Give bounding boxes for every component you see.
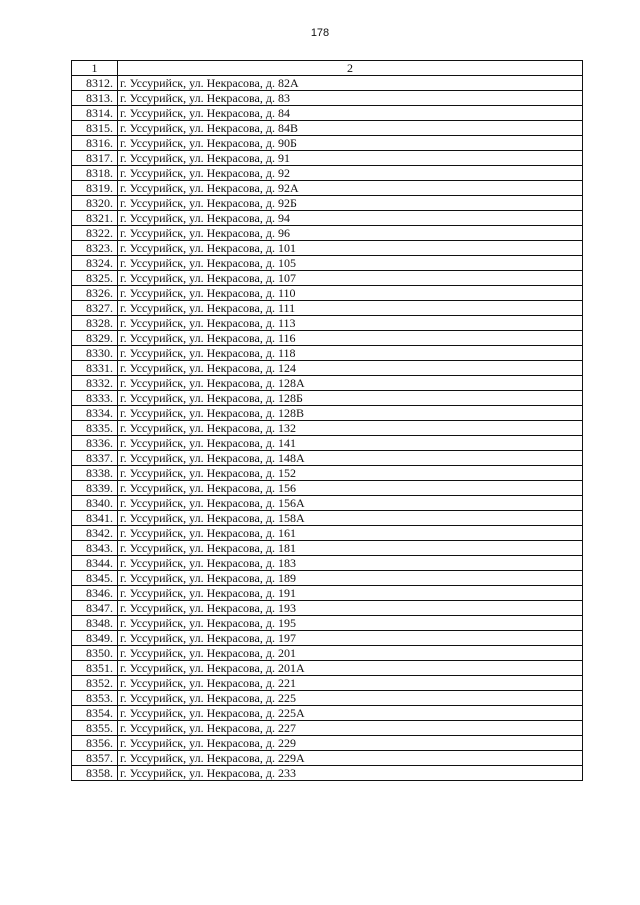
address-cell: г. Уссурийск, ул. Некрасова, д. 101 (118, 241, 583, 256)
row-number-cell: 8348. (72, 616, 118, 631)
table-row (72, 121, 583, 136)
table-row (72, 211, 583, 226)
row-number-cell: 8331. (72, 361, 118, 376)
address-cell: г. Уссурийск, ул. Некрасова, д. 221 (118, 676, 583, 691)
row-number-cell: 8317. (72, 151, 118, 166)
table-row (72, 151, 583, 166)
address-cell: г. Уссурийск, ул. Некрасова, д. 84 (118, 106, 583, 121)
address-cell: г. Уссурийск, ул. Некрасова, д. 91 (118, 151, 583, 166)
address-table (71, 60, 583, 781)
table-row (72, 571, 583, 586)
row-number-cell: 8358. (72, 766, 118, 781)
address-cell: г. Уссурийск, ул. Некрасова, д. 124 (118, 361, 583, 376)
table-row (72, 301, 583, 316)
address-cell: г. Уссурийск, ул. Некрасова, д. 111 (118, 301, 583, 316)
table-row (72, 481, 583, 496)
address-cell: г. Уссурийск, ул. Некрасова, д. 110 (118, 286, 583, 301)
row-number-cell: 8352. (72, 676, 118, 691)
row-number-cell: 8333. (72, 391, 118, 406)
table-row (72, 181, 583, 196)
table-row (72, 736, 583, 751)
row-number-cell: 8350. (72, 646, 118, 661)
table-row (72, 271, 583, 286)
row-number-cell: 8312. (72, 76, 118, 91)
row-number-cell: 8335. (72, 421, 118, 436)
row-number-cell: 8315. (72, 121, 118, 136)
address-cell: г. Уссурийск, ул. Некрасова, д. 183 (118, 556, 583, 571)
row-number-cell: 8342. (72, 526, 118, 541)
table-row (72, 661, 583, 676)
table-row (72, 691, 583, 706)
address-cell: г. Уссурийск, ул. Некрасова, д. 92 (118, 166, 583, 181)
row-number-cell: 8336. (72, 436, 118, 451)
row-number-cell: 8347. (72, 601, 118, 616)
row-number-cell: 8338. (72, 466, 118, 481)
address-cell: г. Уссурийск, ул. Некрасова, д. 128А (118, 376, 583, 391)
row-number-cell: 8345. (72, 571, 118, 586)
table-row (72, 751, 583, 766)
row-number-cell: 8343. (72, 541, 118, 556)
table-row (72, 316, 583, 331)
row-number-cell: 8325. (72, 271, 118, 286)
row-number-cell: 8351. (72, 661, 118, 676)
row-number-cell: 8346. (72, 586, 118, 601)
address-cell: г. Уссурийск, ул. Некрасова, д. 225А (118, 706, 583, 721)
address-cell: г. Уссурийск, ул. Некрасова, д. 156А (118, 496, 583, 511)
table-row (72, 556, 583, 571)
address-cell: г. Уссурийск, ул. Некрасова, д. 132 (118, 421, 583, 436)
table-row (72, 406, 583, 421)
address-cell: г. Уссурийск, ул. Некрасова, д. 141 (118, 436, 583, 451)
address-cell: г. Уссурийск, ул. Некрасова, д. 128В (118, 406, 583, 421)
row-number-cell: 8339. (72, 481, 118, 496)
address-cell: г. Уссурийск, ул. Некрасова, д. 225 (118, 691, 583, 706)
address-cell: г. Уссурийск, ул. Некрасова, д. 158А (118, 511, 583, 526)
row-number-cell: 8328. (72, 316, 118, 331)
row-number-cell: 8326. (72, 286, 118, 301)
table-header-row (72, 61, 583, 76)
table-row (72, 106, 583, 121)
table-row (72, 616, 583, 631)
address-cell: г. Уссурийск, ул. Некрасова, д. 116 (118, 331, 583, 346)
table-row (72, 436, 583, 451)
row-number-cell: 8357. (72, 751, 118, 766)
address-cell: г. Уссурийск, ул. Некрасова, д. 107 (118, 271, 583, 286)
row-number-cell: 8314. (72, 106, 118, 121)
table-row (72, 286, 583, 301)
address-cell: г. Уссурийск, ул. Некрасова, д. 83 (118, 91, 583, 106)
table-row (72, 91, 583, 106)
table-row (72, 541, 583, 556)
address-cell: г. Уссурийск, ул. Некрасова, д. 113 (118, 316, 583, 331)
table-row (72, 421, 583, 436)
address-cell: г. Уссурийск, ул. Некрасова, д. 233 (118, 766, 583, 781)
address-cell: г. Уссурийск, ул. Некрасова, д. 195 (118, 616, 583, 631)
address-cell: г. Уссурийск, ул. Некрасова, д. 94 (118, 211, 583, 226)
address-cell: г. Уссурийск, ул. Некрасова, д. 201А (118, 661, 583, 676)
address-cell: г. Уссурийск, ул. Некрасова, д. 128Б (118, 391, 583, 406)
address-cell: г. Уссурийск, ул. Некрасова, д. 156 (118, 481, 583, 496)
row-number-cell: 8321. (72, 211, 118, 226)
address-cell: г. Уссурийск, ул. Некрасова, д. 201 (118, 646, 583, 661)
row-number-cell: 8324. (72, 256, 118, 271)
address-cell: г. Уссурийск, ул. Некрасова, д. 90Б (118, 136, 583, 151)
address-cell: г. Уссурийск, ул. Некрасова, д. 84В (118, 121, 583, 136)
address-cell: г. Уссурийск, ул. Некрасова, д. 227 (118, 721, 583, 736)
table-row (72, 631, 583, 646)
table-row (72, 166, 583, 181)
table-row (72, 451, 583, 466)
address-cell: г. Уссурийск, ул. Некрасова, д. 92Б (118, 196, 583, 211)
row-number-cell: 8340. (72, 496, 118, 511)
table-row (72, 526, 583, 541)
address-cell: г. Уссурийск, ул. Некрасова, д. 189 (118, 571, 583, 586)
row-number-cell: 8353. (72, 691, 118, 706)
table-row (72, 601, 583, 616)
address-cell: г. Уссурийск, ул. Некрасова, д. 161 (118, 526, 583, 541)
column-header-address: 2 (118, 61, 583, 76)
table-row (72, 646, 583, 661)
row-number-cell: 8344. (72, 556, 118, 571)
row-number-cell: 8330. (72, 346, 118, 361)
address-cell: г. Уссурийск, ул. Некрасова, д. 229 (118, 736, 583, 751)
address-cell: г. Уссурийск, ул. Некрасова, д. 82А (118, 76, 583, 91)
row-number-cell: 8329. (72, 331, 118, 346)
row-number-cell: 8323. (72, 241, 118, 256)
page-number: 178 (310, 27, 330, 39)
row-number-cell: 8341. (72, 511, 118, 526)
address-table-body (72, 61, 583, 781)
table-row (72, 586, 583, 601)
table-row (72, 256, 583, 271)
row-number-cell: 8319. (72, 181, 118, 196)
table-row (72, 466, 583, 481)
row-number-cell: 8318. (72, 166, 118, 181)
address-cell: г. Уссурийск, ул. Некрасова, д. 96 (118, 226, 583, 241)
row-number-cell: 8327. (72, 301, 118, 316)
row-number-cell: 8349. (72, 631, 118, 646)
table-row (72, 346, 583, 361)
row-number-cell: 8316. (72, 136, 118, 151)
row-number-cell: 8313. (72, 91, 118, 106)
address-cell: г. Уссурийск, ул. Некрасова, д. 105 (118, 256, 583, 271)
table-row (72, 376, 583, 391)
address-cell: г. Уссурийск, ул. Некрасова, д. 197 (118, 631, 583, 646)
row-number-cell: 8354. (72, 706, 118, 721)
table-row (72, 721, 583, 736)
row-number-cell: 8320. (72, 196, 118, 211)
table-row (72, 496, 583, 511)
address-cell: г. Уссурийск, ул. Некрасова, д. 191 (118, 586, 583, 601)
table-row (72, 706, 583, 721)
address-cell: г. Уссурийск, ул. Некрасова, д. 229А (118, 751, 583, 766)
row-number-cell: 8355. (72, 721, 118, 736)
table-row (72, 331, 583, 346)
address-cell: г. Уссурийск, ул. Некрасова, д. 92А (118, 181, 583, 196)
column-header-number: 1 (72, 61, 118, 76)
table-row (72, 676, 583, 691)
row-number-cell: 8322. (72, 226, 118, 241)
table-row (72, 511, 583, 526)
table-row (72, 391, 583, 406)
table-row (72, 241, 583, 256)
table-row (72, 226, 583, 241)
address-cell: г. Уссурийск, ул. Некрасова, д. 148А (118, 451, 583, 466)
address-cell: г. Уссурийск, ул. Некрасова, д. 118 (118, 346, 583, 361)
table-row (72, 361, 583, 376)
row-number-cell: 8356. (72, 736, 118, 751)
table-row (72, 76, 583, 91)
table-row (72, 196, 583, 211)
table-row (72, 136, 583, 151)
address-cell: г. Уссурийск, ул. Некрасова, д. 193 (118, 601, 583, 616)
row-number-cell: 8337. (72, 451, 118, 466)
row-number-cell: 8334. (72, 406, 118, 421)
row-number-cell: 8332. (72, 376, 118, 391)
table-row (72, 766, 583, 781)
address-cell: г. Уссурийск, ул. Некрасова, д. 152 (118, 466, 583, 481)
address-cell: г. Уссурийск, ул. Некрасова, д. 181 (118, 541, 583, 556)
